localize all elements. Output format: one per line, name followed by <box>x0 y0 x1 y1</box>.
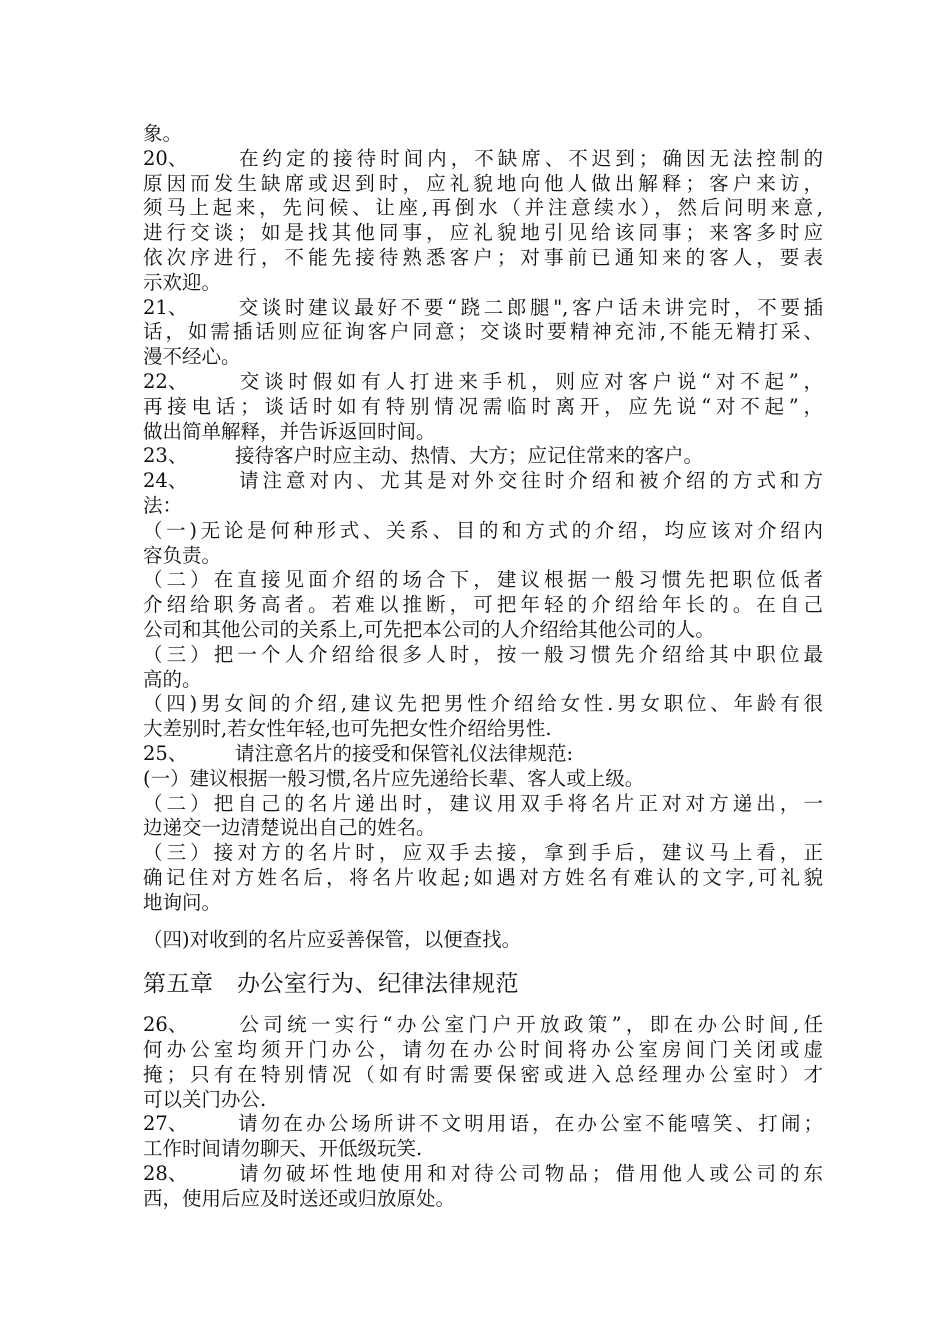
text-line <box>143 816 823 841</box>
line-text: 请注意对内、尤其是对外交往时介绍和被介绍的方式和方 <box>235 469 823 493</box>
text-line <box>143 618 823 643</box>
text-line <box>143 395 823 420</box>
text-line <box>143 320 823 345</box>
text-line <box>143 296 823 321</box>
text-line <box>143 544 823 569</box>
line-text: 请注意名片的接受和保管礼仪法律规范: <box>235 741 574 765</box>
text-line <box>143 1063 823 1088</box>
text-line <box>143 1137 823 1162</box>
text-line <box>143 1187 823 1212</box>
text-line <box>143 469 823 494</box>
line-text: 依次序进行，不能先接待熟悉客户；对事前已通知来的客人，要表 <box>143 245 823 269</box>
text-line <box>143 593 823 618</box>
text-line <box>143 866 823 891</box>
rules-section-4 <box>143 122 823 916</box>
chapter-title: 第五章 办公室行为、纪律法律规范 <box>143 971 519 998</box>
text-line <box>143 519 823 544</box>
item-number: 25、 <box>143 741 188 765</box>
text-line <box>143 692 823 717</box>
item-number: 26、 <box>143 1013 188 1037</box>
text-line <box>143 568 823 593</box>
text-line <box>143 345 823 370</box>
text-line <box>143 1088 823 1113</box>
line-text: 原因而发生缺席或迟到时，应礼貌地向他人做出解释；客户来访， <box>143 171 823 195</box>
text-line <box>143 668 823 693</box>
text-line <box>143 742 823 767</box>
text-line <box>143 717 823 742</box>
paragraph-text: （四)对收到的名片应妥善保管，以便查找。 <box>143 927 522 951</box>
line-text: 做出简单解释，并告诉返回时间。 <box>143 419 436 443</box>
line-text: 示欢迎。 <box>143 270 222 294</box>
line-text: 高的。 <box>143 667 202 691</box>
item-number: 20、 <box>143 146 188 170</box>
text-line <box>143 444 823 469</box>
line-text: 地询问。 <box>143 890 222 914</box>
line-text: 请勿在办公场所讲不文明用语，在办公室不能嘻笑、打闹； <box>235 1112 823 1136</box>
line-text: 边递交一边清楚说出自己的姓名。 <box>143 816 436 840</box>
item-number: 22、 <box>143 369 188 393</box>
text-line <box>143 370 823 395</box>
item-number: 24、 <box>143 469 188 493</box>
line-text: （二）在直接见面介绍的场合下，建议根据一般习惯先把职位低者 <box>143 568 823 592</box>
line-text: （一)无论是何种形式、关系、目的和方式的介绍，均应该对介绍内 <box>143 518 823 542</box>
line-text: 介绍给职务高者。若难以推断，可把年轻的介绍给年长的。在自己 <box>143 593 823 617</box>
line-text: 再接电话；谈话时如有特别情况需临时离开，应先说“对不起”， <box>143 394 823 418</box>
text-line <box>143 172 823 197</box>
text-line <box>143 221 823 246</box>
document-content <box>143 122 823 1212</box>
text-line <box>143 122 823 147</box>
line-text: 象。 <box>143 122 183 145</box>
text-line <box>143 196 823 221</box>
text-line <box>143 1038 823 1063</box>
text-line <box>143 792 823 817</box>
text-line <box>143 147 823 172</box>
rule-24-4-item <box>143 928 823 953</box>
text-line <box>143 1112 823 1137</box>
line-text: 大差别时,若女性年轻,也可先把女性介绍给男性. <box>143 717 552 741</box>
line-text: 话，如需插话则应征询客户同意；交谈时要精神充沛,不能无精打采、 <box>143 320 823 344</box>
line-text: 请勿破坏性地使用和对待公司物品；借用他人或公司的东 <box>235 1162 823 1186</box>
text-line <box>143 841 823 866</box>
text-line <box>143 494 823 519</box>
line-text: 掩；只有在特别情况（如有时需要保密或进入总经理办公室时）才 <box>143 1062 823 1086</box>
line-text: （三）接对方的名片时，应双手去接，拿到手后，建议马上看，正 <box>143 841 823 865</box>
line-text: 西，使用后应及时送还或归放原处。 <box>143 1186 456 1210</box>
item-number: 28、 <box>143 1162 188 1186</box>
text-line <box>143 891 823 916</box>
text-line <box>143 246 823 271</box>
line-text: 确记住对方姓名后，将名片收起;如遇对方姓名有难认的文字,可礼貌 <box>143 865 823 889</box>
line-text: （四)男女间的介绍,建议先把男性介绍给女性.男女职位、年龄有很 <box>143 692 823 716</box>
text-line <box>143 1162 823 1187</box>
line-text: 何办公室均须开门办公，请勿在办公时间将办公室房间门关闭或虚 <box>143 1038 823 1062</box>
line-text: (一）建议根据一般习惯,名片应先递给长辈、客人或上级。 <box>143 766 645 790</box>
line-text: 可以关门办公. <box>143 1087 267 1111</box>
text-line <box>143 643 823 668</box>
text-line <box>143 1013 823 1038</box>
line-text: 公司和其他公司的关系上,可先把本公司的人介绍给其他公司的人。 <box>143 617 715 641</box>
line-text: 须马上起来，先问候、让座,再倒水（并注意续水），然后问明来意, <box>143 196 823 220</box>
item-number: 23、 <box>143 444 188 468</box>
line-text: 在约定的接待时间内，不缺席、不迟到；确因无法控制的 <box>235 146 823 170</box>
line-text: 交谈时建议最好不要“跷二郎腿",客户话未讲完时，不要插 <box>235 295 823 319</box>
line-text: 容负责。 <box>143 543 222 567</box>
line-text: 公司统一实行“办公室门户开放政策”，即在办公时间,任 <box>235 1013 823 1037</box>
line-text: 交谈时假如有人打进来手机，则应对客户说“对不起”， <box>235 369 823 393</box>
text-line <box>143 420 823 445</box>
line-text: （二）把自己的名片递出时，建议用双手将名片正对对方递出，一 <box>143 791 823 815</box>
line-text: 接待客户时应主动、热情、大方；应记住常来的客户。 <box>235 444 704 468</box>
rules-section-5 <box>143 1013 823 1211</box>
line-text: 工作时间请勿聊天、开低级玩笑. <box>143 1137 423 1161</box>
line-text: 漫不经心。 <box>143 345 241 369</box>
line-text: 法： <box>143 493 183 517</box>
item-number: 21、 <box>143 295 188 319</box>
line-text: （三）把一个人介绍给很多人时，按一般习惯先介绍给其中职位最 <box>143 642 823 666</box>
line-text: 进行交谈；如是找其他同事，应礼貌地引见给该同事；来客多时应 <box>143 221 823 245</box>
text-line <box>143 767 823 792</box>
text-line <box>143 271 823 296</box>
item-number: 27、 <box>143 1112 188 1136</box>
